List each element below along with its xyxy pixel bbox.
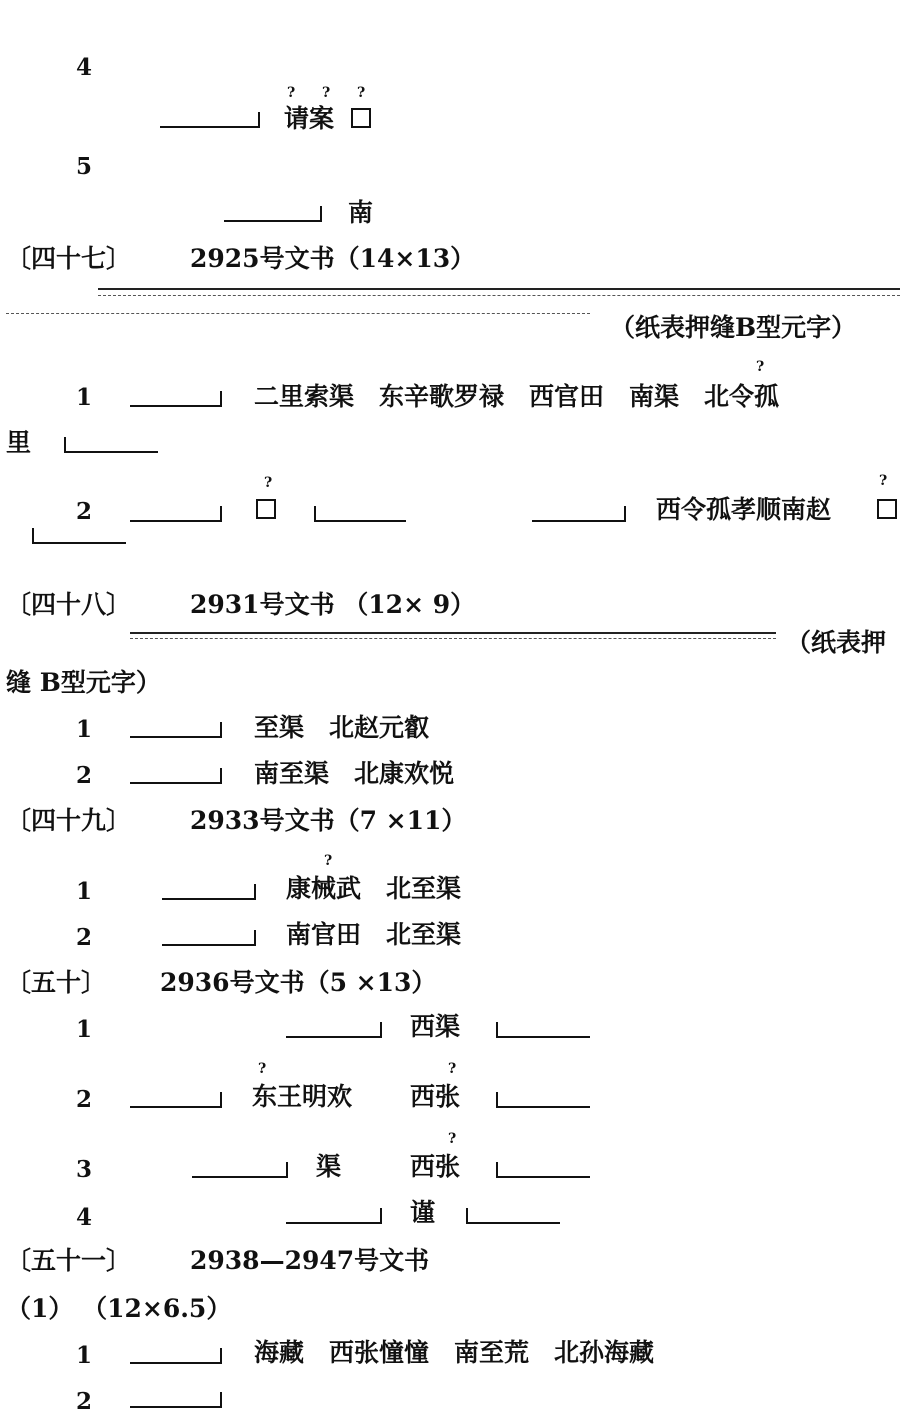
text-line: 西张 bbox=[410, 1152, 461, 1181]
text-line: 里 bbox=[6, 428, 32, 457]
lacuna-mark bbox=[160, 112, 260, 128]
line-number: 1 bbox=[76, 1016, 93, 1043]
line-number: 3 bbox=[76, 1156, 93, 1183]
uncertain-mark: ? bbox=[756, 359, 765, 375]
lacuna-mark bbox=[130, 506, 222, 522]
lacuna-mark bbox=[130, 1092, 222, 1108]
uncertain-mark: ? bbox=[357, 85, 366, 101]
lacuna-mark bbox=[130, 722, 222, 738]
seam-line bbox=[130, 632, 776, 634]
section-title: 2925号文书（14×13） bbox=[190, 244, 476, 273]
line-number: 2 bbox=[76, 1086, 93, 1113]
missing-char-box bbox=[256, 499, 276, 519]
section-heading: 〔四十九〕 bbox=[6, 806, 132, 835]
section-title: 2936号文书（5 ×13） bbox=[160, 968, 437, 997]
section-title: 2933号文书（7 ×11） bbox=[190, 806, 467, 835]
uncertain-mark: ? bbox=[287, 85, 296, 101]
seam-line bbox=[6, 313, 590, 314]
lacuna-mark bbox=[466, 1208, 560, 1224]
lacuna-mark bbox=[286, 1208, 382, 1224]
lacuna-mark bbox=[130, 768, 222, 784]
section-heading: 〔五十一〕 bbox=[6, 1246, 132, 1275]
line-number: 2 bbox=[76, 924, 93, 951]
line-number: 1 bbox=[76, 384, 93, 411]
text-line: 二里索渠 东辛歌罗禄 西官田 南渠 北令孤 bbox=[254, 382, 780, 411]
text-line: 南至渠 北康欢悦 bbox=[254, 759, 455, 788]
text-line: 海藏 西张憧憧 南至荒 北孙海藏 bbox=[254, 1338, 655, 1367]
lacuna-mark bbox=[162, 930, 256, 946]
lacuna-mark bbox=[64, 437, 158, 453]
lacuna-mark bbox=[496, 1162, 590, 1178]
section-title: 2938—2947号文书 bbox=[190, 1246, 430, 1275]
lacuna-mark bbox=[162, 884, 256, 900]
missing-char-box bbox=[351, 108, 371, 128]
text-line: 至渠 北赵元叡 bbox=[254, 713, 430, 742]
text-line: 东王明欢 bbox=[252, 1082, 353, 1111]
line-number: 4 bbox=[76, 1204, 93, 1231]
line-number: 2 bbox=[76, 498, 93, 525]
missing-char-box bbox=[877, 499, 897, 519]
uncertain-mark: ? bbox=[448, 1131, 457, 1147]
lacuna-mark bbox=[224, 206, 322, 222]
uncertain-mark: ? bbox=[324, 853, 333, 869]
section-heading: 〔五十〕 bbox=[6, 968, 107, 997]
line-number: 2 bbox=[76, 762, 93, 789]
text-line: 渠 bbox=[316, 1152, 342, 1181]
section-heading: 〔四十八〕 bbox=[6, 590, 132, 619]
lacuna-mark bbox=[192, 1162, 288, 1178]
seam-line bbox=[130, 638, 776, 639]
text-line: 南官田 北至渠 bbox=[286, 920, 462, 949]
line-number: 1 bbox=[76, 1342, 93, 1369]
text-line: 西令孤孝顺南赵 bbox=[656, 495, 832, 524]
lacuna-mark bbox=[130, 391, 222, 407]
lacuna-mark bbox=[130, 1348, 222, 1364]
section-heading: 〔四十七〕 bbox=[6, 244, 132, 273]
lacuna-mark bbox=[532, 506, 626, 522]
lacuna-mark bbox=[130, 1392, 222, 1408]
uncertain-mark: ? bbox=[258, 1061, 267, 1077]
line-number: 2 bbox=[76, 1388, 93, 1415]
seam-note: （纸表押缝B型元字） bbox=[610, 313, 857, 342]
text-line: 西张 bbox=[410, 1082, 461, 1111]
text-line: 康械武 北至渠 bbox=[286, 874, 462, 903]
text-line: 西渠 bbox=[410, 1012, 461, 1041]
lacuna-mark bbox=[314, 506, 406, 522]
uncertain-mark: ? bbox=[264, 475, 273, 491]
uncertain-mark: ? bbox=[322, 85, 331, 101]
lacuna-mark bbox=[496, 1022, 590, 1038]
seam-line bbox=[98, 288, 900, 290]
seam-note: 缝 B型元字） bbox=[6, 668, 161, 697]
text-line: 南 bbox=[348, 198, 374, 227]
line-number: 5 bbox=[76, 153, 93, 180]
uncertain-mark: ? bbox=[448, 1061, 457, 1077]
text-line: 谨 bbox=[410, 1198, 436, 1227]
uncertain-mark: ? bbox=[879, 473, 888, 489]
line-number: 4 bbox=[76, 54, 93, 81]
line-number: 1 bbox=[76, 878, 93, 905]
lacuna-mark bbox=[286, 1022, 382, 1038]
sub-heading: （1） （12×6.5） bbox=[6, 1294, 232, 1323]
seam-line bbox=[98, 295, 900, 296]
line-number: 1 bbox=[76, 716, 93, 743]
text-line: 请案 bbox=[284, 104, 335, 133]
lacuna-mark bbox=[32, 528, 126, 544]
lacuna-mark bbox=[496, 1092, 590, 1108]
seam-note: （纸表押 bbox=[786, 628, 887, 657]
section-title: 2931号文书 （12× 9） bbox=[190, 590, 476, 619]
